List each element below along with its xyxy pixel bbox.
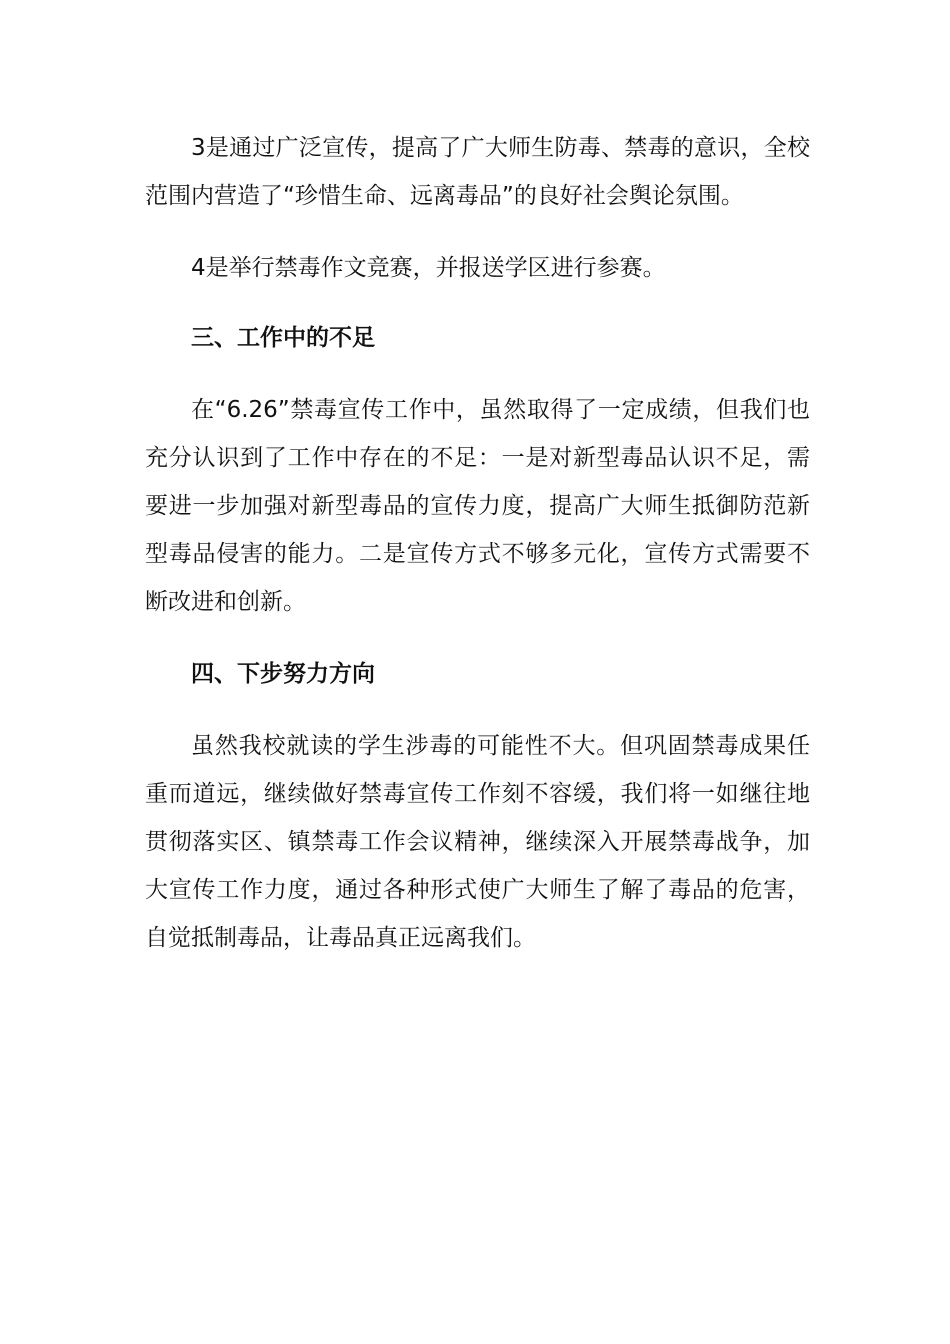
section-heading-shortcomings: 三、工作中的不足: [191, 325, 375, 351]
section-body-next-steps: 虽然我校就读的学生涉毒的可能性不大。但巩固禁毒成果任重而道远，继续做好禁毒宣传工作刻不容缓，我们将一如继往地贯彻落实区、镇禁毒工作会议精神，继续深入开展禁毒战争，加大宣传工作力度，通过各种形式使广大师生了解了毒品的危害，自觉抵制毒品，让毒品真正远离我们。: [145, 733, 810, 951]
document-body: [145, 124, 810, 962]
section-body-shortcomings: 在“6.26”禁毒宣传工作中，虽然取得了一定成绩，但我们也充分认识到了工作中存在的不足：一是对新型毒品认识不足，需要进一步加强对新型毒品的宣传力度，提高广大师生抵御防范新型毒品侵害的能力。二是宣传方式不够多元化，宣传方式需要不断改进和创新。: [145, 397, 810, 615]
paragraph-item-3: 3是通过广泛宣传，提高了广大师生防毒、禁毒的意识，全校范围内营造了“珍惜生命、远离毒品”的良好社会舆论氛围。: [145, 135, 810, 209]
section-heading-next-steps: 四、下步努力方向: [191, 661, 375, 687]
paragraph-item-4: 4是举行禁毒作文竞赛，并报送学区进行参赛。: [191, 255, 666, 281]
